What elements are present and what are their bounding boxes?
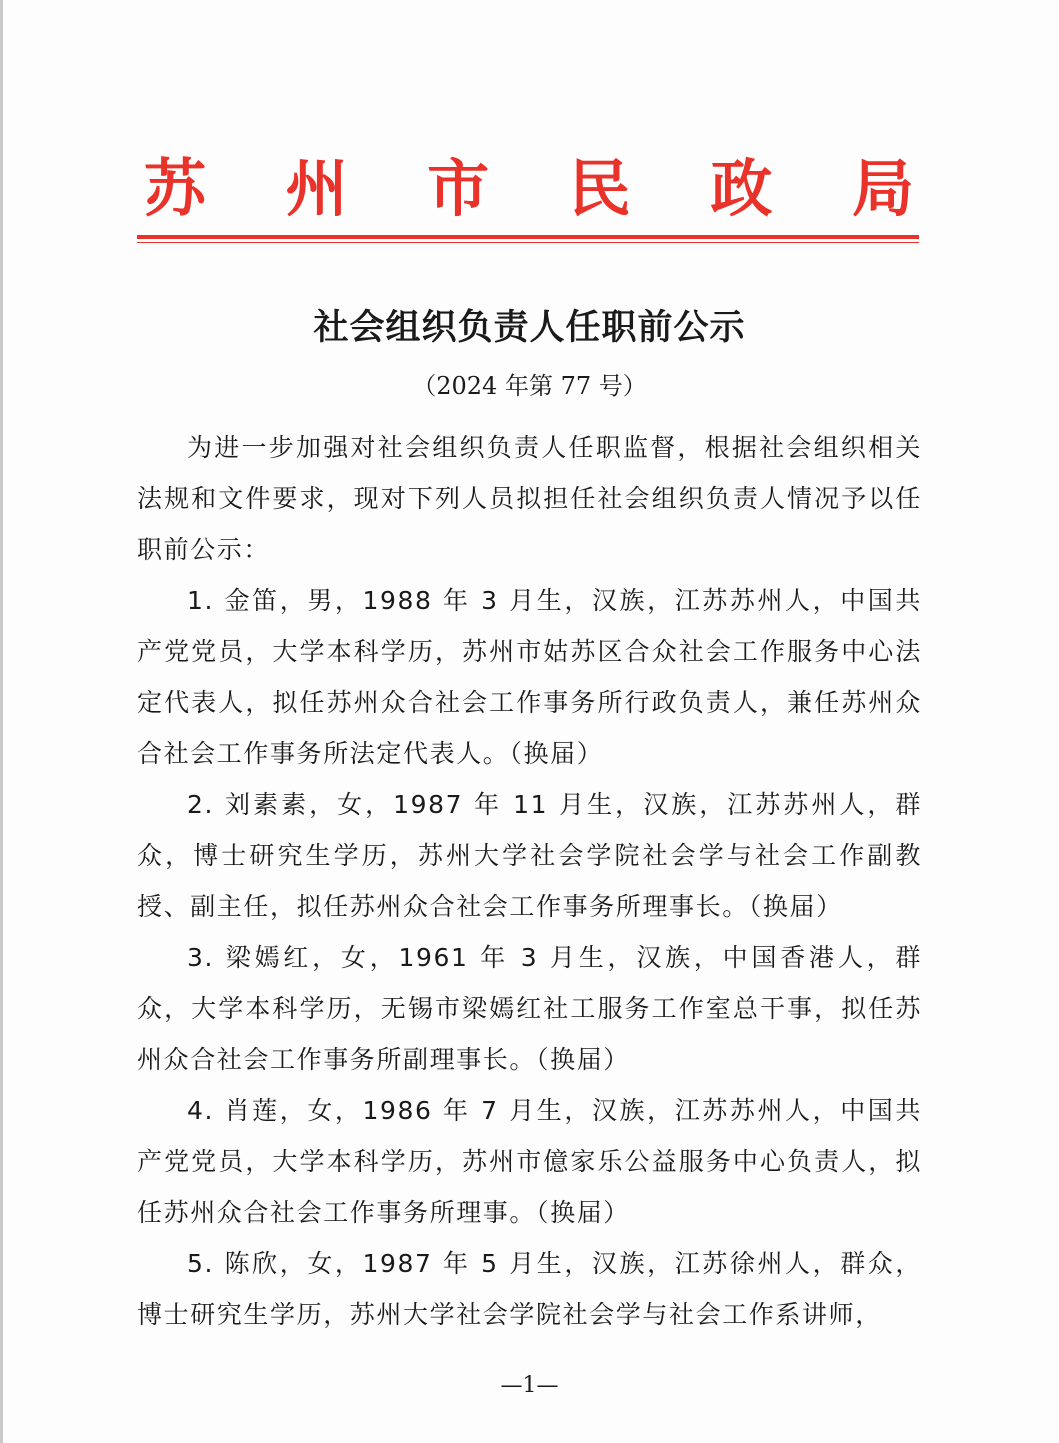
letterhead-char: 民 <box>568 151 631 225</box>
list-item: 5. 陈欣，女，1987 年 5 月生，汉族，江苏徐州人，群众，博士研究生学历，苏州大学社会学院社会学与社会工作系讲师， <box>137 1249 922 1329</box>
letterhead-rule-thick <box>137 235 919 239</box>
list-item: 4. 肖莲，女，1986 年 7 月生，汉族，江苏苏州人，中国共产党党员，大学本科学历，苏州市億家乐公益服务中心负责人，拟任苏州众合社会工作事务所理事。（换届） <box>137 1096 922 1227</box>
page-edge <box>0 0 3 1443</box>
letterhead-char: 局 <box>851 151 914 225</box>
document-number: （2024 年第 77 号） <box>412 372 647 400</box>
letterhead-char: 市 <box>427 151 490 225</box>
list-item: 1. 金笛，男，1988 年 3 月生，汉族，江苏苏州人，中国共产党党员，大学本科学历，苏州市姑苏区合众社会工作服务中心法定代表人，拟任苏州众合社会工作事务所行政负责人，兼任苏州众合社会工作事务所法定代表人。（换届） <box>137 586 922 768</box>
list-item: 2. 刘素素，女，1987 年 11 月生，汉族，江苏苏州人，群众，博士研究生学历，苏州大学社会学院社会学与社会工作副教授、副主任，拟任苏州众合社会工作事务所理事长。（换届） <box>137 790 922 921</box>
intro-paragraph: 为进一步加强对社会组织负责人任职监督，根据社会组织相关法规和文件要求，现对下列人员拟担任社会组织负责人情况予以任职前公示： <box>137 433 922 564</box>
letterhead-rule-thin <box>137 242 919 243</box>
letterhead-char: 州 <box>285 151 348 225</box>
list-item: 3. 梁嫣红，女，1961 年 3 月生，汉族，中国香港人，群众，大学本科学历，无锡市梁嫣红社工服务工作室总干事，拟任苏州众合社会工作事务所副理事长。（换届） <box>137 943 922 1074</box>
document-title: 社会组织负责人任职前公示 <box>313 307 746 348</box>
document-body <box>137 422 922 1340</box>
page-number: —1— <box>500 1373 559 1398</box>
letterhead-char: 政 <box>710 151 773 225</box>
letterhead-char: 苏 <box>143 151 206 225</box>
letterhead <box>140 138 918 228</box>
